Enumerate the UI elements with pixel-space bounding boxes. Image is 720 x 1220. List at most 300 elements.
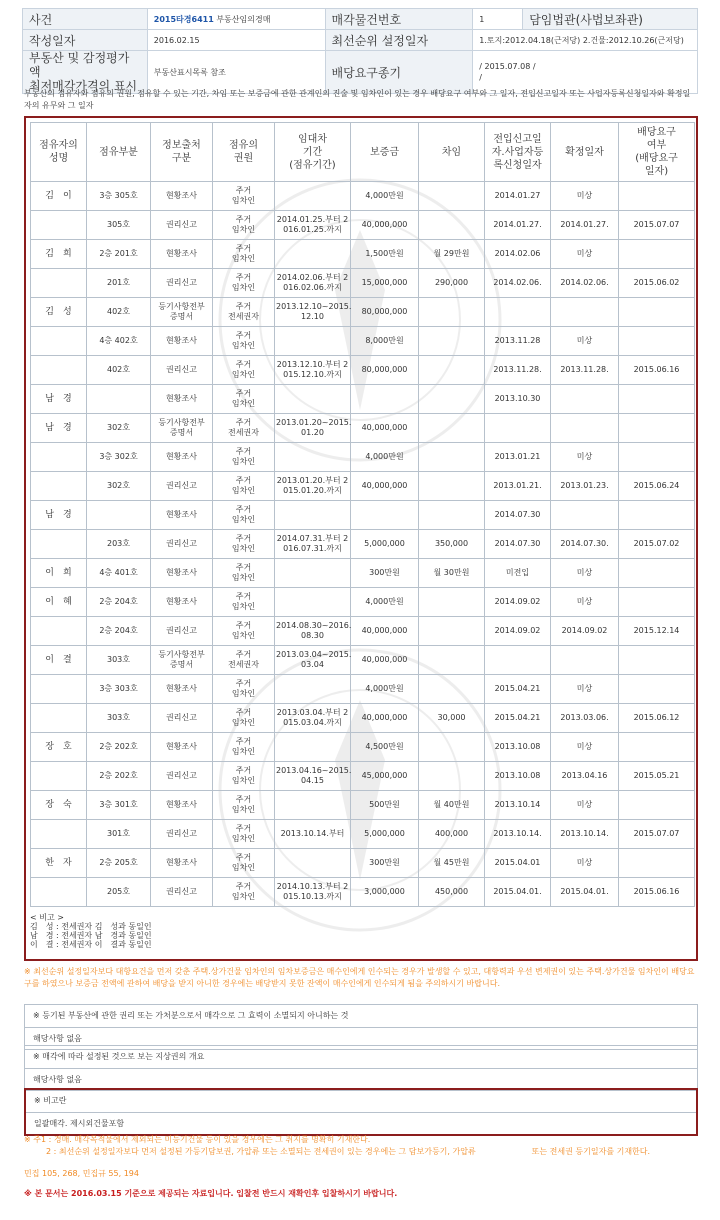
notes-title: < 비고 > (30, 913, 64, 922)
table-cell (275, 443, 351, 472)
occupant-name-cell: 김 성 (31, 298, 87, 327)
table-cell: 주거 임차인 (213, 182, 275, 211)
superficies-box (24, 1045, 698, 1091)
footnote-2: 2 : 최선순위 설정일자보다 먼저 설정된 가등기담보권, 가압류 또는 소멸되는 전세권이 있는 경우에는 그 담보가등기, 가압류 또는 전세권 등기일자를 기재한다. (46, 1147, 651, 1156)
table-cell: 2015.06.16 (619, 356, 695, 385)
occupant-section (24, 116, 698, 961)
occupant-name-cell: 이 혜 (31, 588, 87, 617)
table-cell: 주거 임차인 (213, 327, 275, 356)
table-cell: 4,000만원 (351, 182, 419, 211)
table-cell (351, 501, 419, 530)
occupant-name-cell: 김 이 (31, 182, 87, 211)
table-row (31, 298, 695, 327)
occupant-name-cell: 김 희 (31, 240, 87, 269)
table-cell (275, 675, 351, 704)
table-cell: 2013.12.10~2015. 12.10 (275, 298, 351, 327)
table-cell (619, 675, 695, 704)
table-cell: 500만원 (351, 791, 419, 820)
table-cell: 2013.11.28 (485, 327, 551, 356)
table-row (31, 385, 695, 414)
occupant-name-cell: 이 결 (31, 646, 87, 675)
table-cell: 2015.07.02 (619, 530, 695, 559)
table-cell: 80,000,000 (351, 356, 419, 385)
table-cell: 2층 204호 (87, 617, 151, 646)
table-cell: 현황조사 (151, 385, 213, 414)
table-cell: 주거 임차인 (213, 820, 275, 849)
table-cell: 2015.06.12 (619, 704, 695, 733)
table-cell: 2013.01.21. (485, 472, 551, 501)
table-cell: 주거 전세권자 (213, 646, 275, 675)
table-cell: 주거 임차인 (213, 472, 275, 501)
table-cell (419, 472, 485, 501)
table-cell: 8,000만원 (351, 327, 419, 356)
occupant-name-cell: 장 호 (31, 733, 87, 762)
table-cell: 2층 202호 (87, 733, 151, 762)
table-cell: 2015.05.21 (619, 762, 695, 791)
table-cell: 미상 (551, 182, 619, 211)
occupant-name-cell (31, 878, 87, 907)
table-cell (419, 356, 485, 385)
occupant-name-cell (31, 211, 87, 240)
table-cell (619, 588, 695, 617)
occupant-name-cell (31, 820, 87, 849)
table-cell: 현황조사 (151, 182, 213, 211)
table-cell: 현황조사 (151, 501, 213, 530)
table-cell (485, 298, 551, 327)
table-cell (419, 675, 485, 704)
occupant-name-cell: 장 숙 (31, 791, 87, 820)
box-value: 해당사항 없음 (33, 1034, 82, 1043)
table-cell: 2014.10.13.부터 2 015.10.13.까지 (275, 878, 351, 907)
table-cell: 주거 임차인 (213, 269, 275, 298)
table-cell: 주거 임차인 (213, 849, 275, 878)
table-cell: 미상 (551, 559, 619, 588)
table-cell: 2층 202호 (87, 762, 151, 791)
table-cell: 2015.06.24 (619, 472, 695, 501)
table-cell: 5,000,000 (351, 820, 419, 849)
table-cell (419, 588, 485, 617)
table-cell: 미상 (551, 733, 619, 762)
table-cell (275, 182, 351, 211)
table-cell: 권리신고 (151, 617, 213, 646)
table-cell: 400,000 (419, 820, 485, 849)
table-cell (619, 298, 695, 327)
table-row (31, 733, 695, 762)
table-cell: 2015.04.21 (485, 704, 551, 733)
table-row (31, 646, 695, 675)
occupant-name-cell (31, 762, 87, 791)
table-row (31, 414, 695, 443)
table-cell: 2015.06.02 (619, 269, 695, 298)
occupant-table-header (31, 123, 695, 182)
table-cell: 주거 임차인 (213, 443, 275, 472)
table-cell: 45,000,000 (351, 762, 419, 791)
case-value (147, 9, 325, 30)
table-cell: 2013.03.06. (551, 704, 619, 733)
table-cell: 2013.10.30 (485, 385, 551, 414)
final-notice: ※ 본 문서는 2016.03.15 기준으로 제공되는 자료입니다. 입찰전 반드시 재확인후 입찰하시기 바랍니다. (24, 1189, 398, 1198)
column-header: 임대차 기간 (점유기간) (275, 123, 351, 182)
table-cell (275, 733, 351, 762)
box-value: 일괄매각. 제시외건물포함 (34, 1119, 125, 1128)
table-cell: 주거 임차인 (213, 878, 275, 907)
table-cell: 2013.10.14. (551, 820, 619, 849)
table-cell (419, 646, 485, 675)
table-cell: 미전입 (485, 559, 551, 588)
table-cell: 350,000 (419, 530, 485, 559)
table-cell: 주거 임차인 (213, 559, 275, 588)
box-title: ※ 등기된 부동산에 관한 권리 또는 가처분으로서 매각으로 그 효력이 소멸되지 아니하는 것 (25, 1005, 697, 1028)
table-row (31, 791, 695, 820)
deadline-label: 배당요구종기 (325, 51, 473, 94)
table-cell: 월 45만원 (419, 849, 485, 878)
table-cell: 40,000,000 (351, 211, 419, 240)
table-cell: 2014.01.25.부터 2 016.01.25.까지 (275, 211, 351, 240)
written-date-label: 작성일자 (23, 30, 148, 51)
table-cell: 월 30만원 (419, 559, 485, 588)
table-cell: 2층 205호 (87, 849, 151, 878)
table-cell: 2014.02.06. (485, 269, 551, 298)
column-header: 배당요구 여부 (배당요구 일자) (619, 123, 695, 182)
table-cell (275, 327, 351, 356)
notes-block (30, 913, 152, 949)
table-cell: 40,000,000 (351, 472, 419, 501)
table-cell: 현황조사 (151, 559, 213, 588)
table-cell: 30,000 (419, 704, 485, 733)
table-cell: 40,000,000 (351, 646, 419, 675)
table-row (31, 356, 695, 385)
written-date-value: 2016.02.15 (147, 30, 325, 51)
table-cell: 2014.02.06. (551, 269, 619, 298)
table-cell (419, 211, 485, 240)
table-cell: 4,000만원 (351, 443, 419, 472)
table-cell: 402호 (87, 298, 151, 327)
remarks-box (24, 1088, 698, 1136)
property-label: 부동산 및 감정평가액 최저매각가격의 표시 (23, 51, 148, 94)
table-cell (275, 385, 351, 414)
table-cell: 미상 (551, 443, 619, 472)
table-cell: 2015.07.07 (619, 820, 695, 849)
table-cell: 2013.10.14.부터 (275, 820, 351, 849)
table-cell: 303호 (87, 704, 151, 733)
occupant-table (30, 122, 695, 907)
occupant-name-cell (31, 704, 87, 733)
table-cell: 미상 (551, 675, 619, 704)
table-cell (419, 298, 485, 327)
table-cell: 2014.01.27. (551, 211, 619, 240)
occupant-name-cell (31, 269, 87, 298)
table-cell: 권리신고 (151, 762, 213, 791)
table-cell: 주거 임차인 (213, 356, 275, 385)
table-cell: 2014.01.27. (485, 211, 551, 240)
table-cell: 2013.03.04~2015. 03.04 (275, 646, 351, 675)
table-cell: 등기사항전부 증명서 (151, 414, 213, 443)
judge-label: 담임법관(사법보좌관) (523, 9, 698, 30)
table-cell: 권리신고 (151, 704, 213, 733)
table-cell (275, 501, 351, 530)
table-row (31, 588, 695, 617)
table-cell (419, 501, 485, 530)
table-cell: 303호 (87, 646, 151, 675)
occupant-name-cell: 이 희 (31, 559, 87, 588)
table-cell (551, 298, 619, 327)
table-cell: 2015.07.07 (619, 211, 695, 240)
table-cell: 300만원 (351, 559, 419, 588)
table-cell: 주거 임차인 (213, 733, 275, 762)
table-cell: 2015.04.21 (485, 675, 551, 704)
warning-text: ※ 최선순위 설정일자보다 대항요건을 먼저 갖춘 주택.상가건물 임차인의 임차보증금은 매수인에게 인수되는 경우가 발생할 수 있고, 대항력과 우선 변제권이 있는 주택.상가건물 임차인이 배당요구를 하였으나 보증금 전액에 관하여 배당을 받지 아니한 경우에는 배당받지 못한 잔액이 매수인에게 인수되게 됨을 주의하시기 바랍니다. (24, 967, 695, 988)
table-cell: 2013.10.08 (485, 762, 551, 791)
table-cell: 1,500만원 (351, 240, 419, 269)
table-cell: 2013.04.16 (551, 762, 619, 791)
table-cell: 현황조사 (151, 327, 213, 356)
table-cell (275, 849, 351, 878)
column-header: 차임 (419, 123, 485, 182)
deadline-value: / 2015.07.08 / / (473, 51, 698, 94)
column-header: 확정일자 (551, 123, 619, 182)
table-cell (485, 646, 551, 675)
box-title: ※ 비고란 (26, 1090, 696, 1113)
table-row (31, 530, 695, 559)
table-cell: 2층 201호 (87, 240, 151, 269)
table-row (31, 327, 695, 356)
table-cell: 2014.02.06.부터 2 016.02.06.까지 (275, 269, 351, 298)
table-cell: 2014.07.31.부터 2 016.07.31.까지 (275, 530, 351, 559)
table-cell: 현황조사 (151, 849, 213, 878)
table-cell: 주거 임차인 (213, 704, 275, 733)
table-cell: 주거 전세권자 (213, 298, 275, 327)
table-cell: 2015.04.01 (485, 849, 551, 878)
case-header-table (22, 8, 698, 94)
column-header: 점유자의 성명 (31, 123, 87, 182)
table-row (31, 849, 695, 878)
table-cell: 3층 305호 (87, 182, 151, 211)
table-cell: 권리신고 (151, 820, 213, 849)
footnote-1: ※ 주1 : 경매. 매각목적물에서 제외되는 미등기건물 등이 있을 경우에는 그 취지를 명확히 기재한다. (24, 1135, 371, 1144)
table-cell: 미상 (551, 240, 619, 269)
table-cell (619, 646, 695, 675)
table-cell: 80,000,000 (351, 298, 419, 327)
table-cell: 2013.12.10.부터 2 015.12.10.까지 (275, 356, 351, 385)
table-cell: 301호 (87, 820, 151, 849)
table-cell (551, 501, 619, 530)
case-type: 부동산임의경매 (216, 14, 271, 24)
table-cell: 15,000,000 (351, 269, 419, 298)
table-cell: 2014.09.02 (485, 588, 551, 617)
table-cell: 300만원 (351, 849, 419, 878)
occupant-name-cell (31, 530, 87, 559)
occupant-name-cell (31, 356, 87, 385)
table-cell (351, 385, 419, 414)
table-cell (275, 240, 351, 269)
table-cell: 2013.01.20~2015. 01.20 (275, 414, 351, 443)
table-cell (419, 733, 485, 762)
table-row (31, 617, 695, 646)
table-cell: 권리신고 (151, 356, 213, 385)
table-cell: 현황조사 (151, 733, 213, 762)
table-cell: 현황조사 (151, 675, 213, 704)
table-cell: 주거 임차인 (213, 385, 275, 414)
table-cell: 주거 임차인 (213, 501, 275, 530)
table-cell: 40,000,000 (351, 704, 419, 733)
table-cell (619, 501, 695, 530)
table-cell (551, 414, 619, 443)
table-cell: 현황조사 (151, 791, 213, 820)
table-cell: 미상 (551, 849, 619, 878)
column-header: 점유의 권원 (213, 123, 275, 182)
table-cell: 2014.08.30~2016. 08.30 (275, 617, 351, 646)
occupant-name-cell: 남 경 (31, 501, 87, 530)
notes-line: 김 성 : 전세권자 김 성과 동일인 (30, 922, 152, 931)
table-cell (419, 443, 485, 472)
intro-text: 부동산의 점유자와 점유의 권원, 점유할 수 있는 기간, 차임 또는 보증금에 관한 관계인의 진술 및 임차인이 있는 경우 배당요구 여부와 그 일자, 전입신고일자 또는 사업자등록신청일자와 확정일자의 유무와 그 일자 (24, 89, 691, 110)
table-cell (619, 385, 695, 414)
table-cell: 290,000 (419, 269, 485, 298)
table-cell: 2013.11.28. (485, 356, 551, 385)
table-cell: 305호 (87, 211, 151, 240)
table-cell: 등기사항전부 증명서 (151, 646, 213, 675)
table-cell: 미상 (551, 327, 619, 356)
table-cell: 4,500만원 (351, 733, 419, 762)
table-cell: 주거 임차인 (213, 617, 275, 646)
table-cell: 5,000,000 (351, 530, 419, 559)
table-cell: 40,000,000 (351, 617, 419, 646)
table-cell: 주거 임차인 (213, 588, 275, 617)
table-cell: 월 40만원 (419, 791, 485, 820)
table-cell (619, 849, 695, 878)
table-cell: 205호 (87, 878, 151, 907)
occupant-table-body (31, 182, 695, 907)
table-cell: 3,000,000 (351, 878, 419, 907)
table-cell: 402호 (87, 356, 151, 385)
table-cell: 2013.10.14. (485, 820, 551, 849)
table-cell (419, 617, 485, 646)
column-header: 정보출처 구분 (151, 123, 213, 182)
table-cell: 2015.06.16 (619, 878, 695, 907)
table-row (31, 443, 695, 472)
table-cell: 월 29만원 (419, 240, 485, 269)
table-cell: 4,000만원 (351, 588, 419, 617)
table-cell (619, 559, 695, 588)
table-row (31, 675, 695, 704)
occupant-name-cell: 한 자 (31, 849, 87, 878)
table-cell: 2014.07.30 (485, 501, 551, 530)
occupant-name-cell (31, 472, 87, 501)
table-cell: 주거 임차인 (213, 675, 275, 704)
table-cell: 2014.02.06 (485, 240, 551, 269)
table-cell: 2013.10.08 (485, 733, 551, 762)
table-cell (619, 414, 695, 443)
notes-line: 남 경 : 전세권자 남 경과 동일인 (30, 931, 152, 940)
table-cell: 주거 임차인 (213, 791, 275, 820)
senior-date-value: 1.토지:2012.04.18(근저당) 2.건물:2012.10.26(근저당) (473, 30, 698, 51)
table-cell (419, 762, 485, 791)
table-cell: 4층 402호 (87, 327, 151, 356)
occupant-name-cell (31, 327, 87, 356)
table-cell: 2015.12.14 (619, 617, 695, 646)
table-cell: 권리신고 (151, 211, 213, 240)
table-cell: 미상 (551, 588, 619, 617)
box-title: ※ 매각에 따라 설정된 것으로 보는 지상권의 개요 (25, 1046, 697, 1069)
case-number-link[interactable]: 2015타경6411 (153, 14, 214, 24)
table-cell (619, 791, 695, 820)
table-cell: 주거 임차인 (213, 211, 275, 240)
table-cell: 3층 301호 (87, 791, 151, 820)
table-cell: 2013.03.04.부터 2 015.03.04.까지 (275, 704, 351, 733)
table-cell: 40,000,000 (351, 414, 419, 443)
table-row (31, 211, 695, 240)
table-row (31, 820, 695, 849)
table-cell: 현황조사 (151, 443, 213, 472)
table-cell (619, 443, 695, 472)
table-cell: 2013.11.28. (551, 356, 619, 385)
table-cell: 2014.09.02 (485, 617, 551, 646)
table-cell: 등기사항전부 증명서 (151, 298, 213, 327)
table-cell (419, 182, 485, 211)
table-cell: 주거 임차인 (213, 530, 275, 559)
table-cell: 2014.07.30. (551, 530, 619, 559)
table-cell: 2013.10.14 (485, 791, 551, 820)
table-cell: 미상 (551, 791, 619, 820)
table-cell (485, 414, 551, 443)
table-cell (619, 327, 695, 356)
table-row (31, 472, 695, 501)
table-row (31, 501, 695, 530)
occupant-name-cell: 남 경 (31, 385, 87, 414)
table-row (31, 762, 695, 791)
table-cell: 2013.01.23. (551, 472, 619, 501)
item-number-value: 1 (473, 9, 523, 30)
table-cell (419, 385, 485, 414)
table-cell: 현황조사 (151, 240, 213, 269)
table-cell (551, 646, 619, 675)
table-row (31, 878, 695, 907)
table-cell (275, 588, 351, 617)
table-cell: 주거 전세권자 (213, 414, 275, 443)
occupant-name-cell (31, 617, 87, 646)
table-cell (551, 385, 619, 414)
table-cell (275, 791, 351, 820)
table-cell (87, 501, 151, 530)
table-cell: 권리신고 (151, 878, 213, 907)
table-cell (419, 327, 485, 356)
occupant-name-cell (31, 675, 87, 704)
table-cell: 2013.04.16~2015. 04.15 (275, 762, 351, 791)
table-cell: 2015.04.01. (551, 878, 619, 907)
table-cell (619, 733, 695, 762)
table-cell: 주거 임차인 (213, 762, 275, 791)
table-cell (619, 240, 695, 269)
unextinguished-rights-box (24, 1004, 698, 1050)
table-cell: 2015.04.01. (485, 878, 551, 907)
notes-line: 이 결 : 전세권자 이 결과 동일인 (30, 940, 152, 949)
table-cell: 2014.01.27 (485, 182, 551, 211)
case-label: 사건 (23, 9, 148, 30)
column-header: 보증금 (351, 123, 419, 182)
table-row (31, 559, 695, 588)
occupant-name-cell (31, 443, 87, 472)
column-header: 점유부분 (87, 123, 151, 182)
footnote-3: 민집 105, 268, 민집규 55, 194 (24, 1169, 139, 1178)
table-cell: 권리신고 (151, 472, 213, 501)
table-cell: 2층 204호 (87, 588, 151, 617)
table-cell: 302호 (87, 472, 151, 501)
table-row (31, 269, 695, 298)
table-cell: 4층 401호 (87, 559, 151, 588)
box-value: 해당사항 없음 (33, 1075, 82, 1084)
table-cell (419, 414, 485, 443)
table-cell (619, 182, 695, 211)
